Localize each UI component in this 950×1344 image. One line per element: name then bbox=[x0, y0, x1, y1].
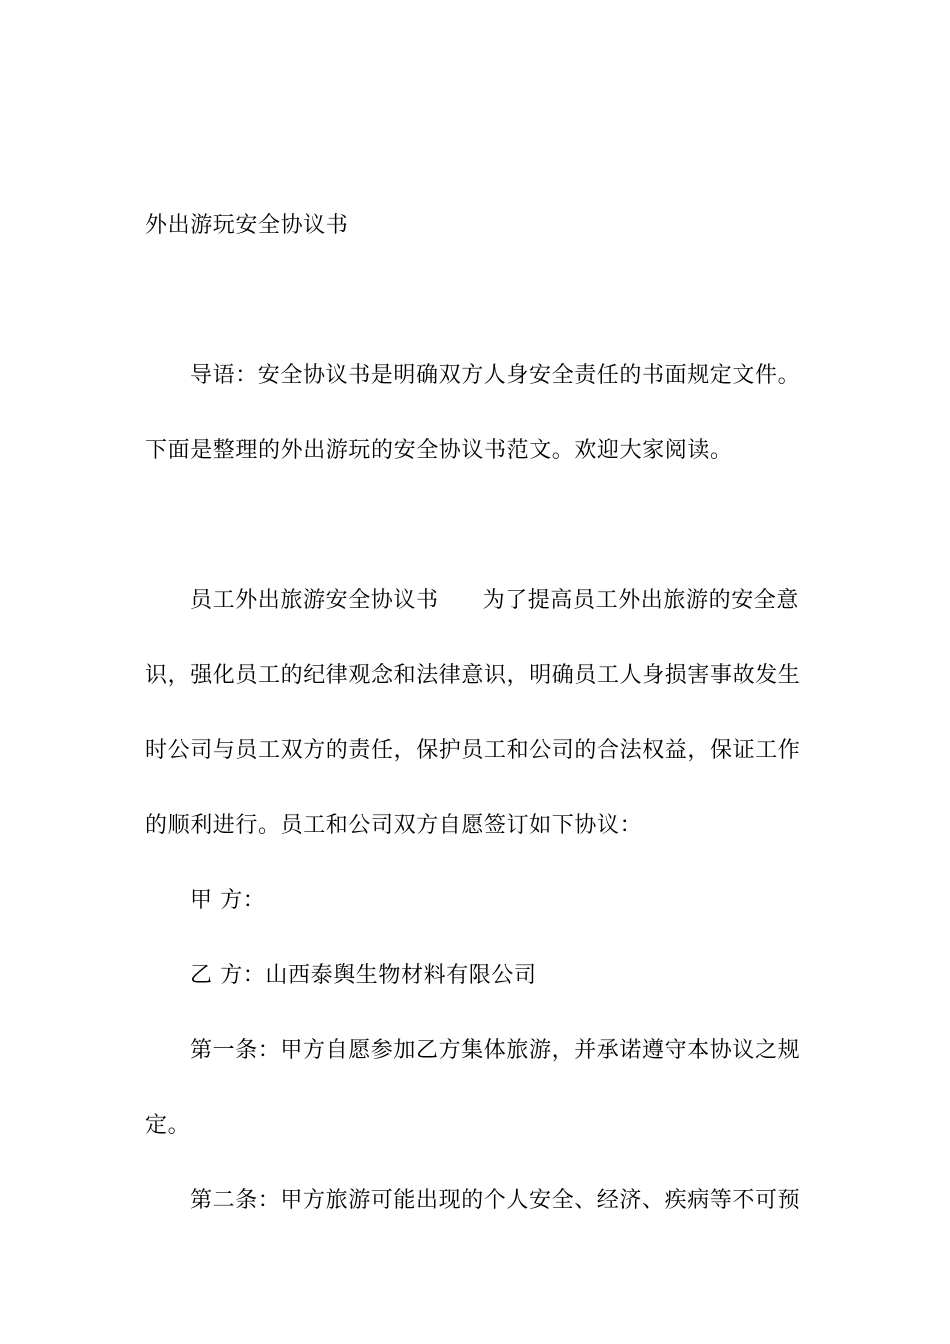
article-1-line-2: 定。 bbox=[145, 1113, 191, 1138]
subtitle-paragraph-line-1 bbox=[190, 588, 850, 614]
party-b: 乙 方：山西泰舆生物材料有限公司 bbox=[190, 963, 537, 988]
intro-line-2: 下面是整理的外出游玩的安全协议书范文。欢迎大家阅读。 bbox=[145, 438, 733, 463]
body-line-2: 识，强化员工的纪律观念和法律意识，明确员工人身损害事故发生 bbox=[145, 663, 801, 688]
article-2-line-1: 第二条：甲方旅游可能出现的个人安全、经济、疾病等不可预 bbox=[190, 1188, 801, 1213]
body-line-3: 时公司与员工双方的责任，保护员工和公司的合法权益，保证工作 bbox=[145, 738, 801, 763]
agreement-subtitle: 员工外出旅游安全协议书 bbox=[190, 588, 439, 613]
body-line-1: 为了提高员工外出旅游的安全意 bbox=[482, 588, 800, 613]
document-title: 外出游玩安全协议书 bbox=[145, 213, 349, 238]
article-1-line-1: 第一条：甲方自愿参加乙方集体旅游，并承诺遵守本协议之规 bbox=[190, 1038, 801, 1063]
body-line-4: 的顺利进行。员工和公司双方自愿签订如下协议： bbox=[145, 813, 643, 838]
party-a: 甲 方： bbox=[190, 888, 266, 913]
intro-line-1: 导语：安全协议书是明确双方人身安全责任的书面规定文件。 bbox=[190, 363, 801, 388]
